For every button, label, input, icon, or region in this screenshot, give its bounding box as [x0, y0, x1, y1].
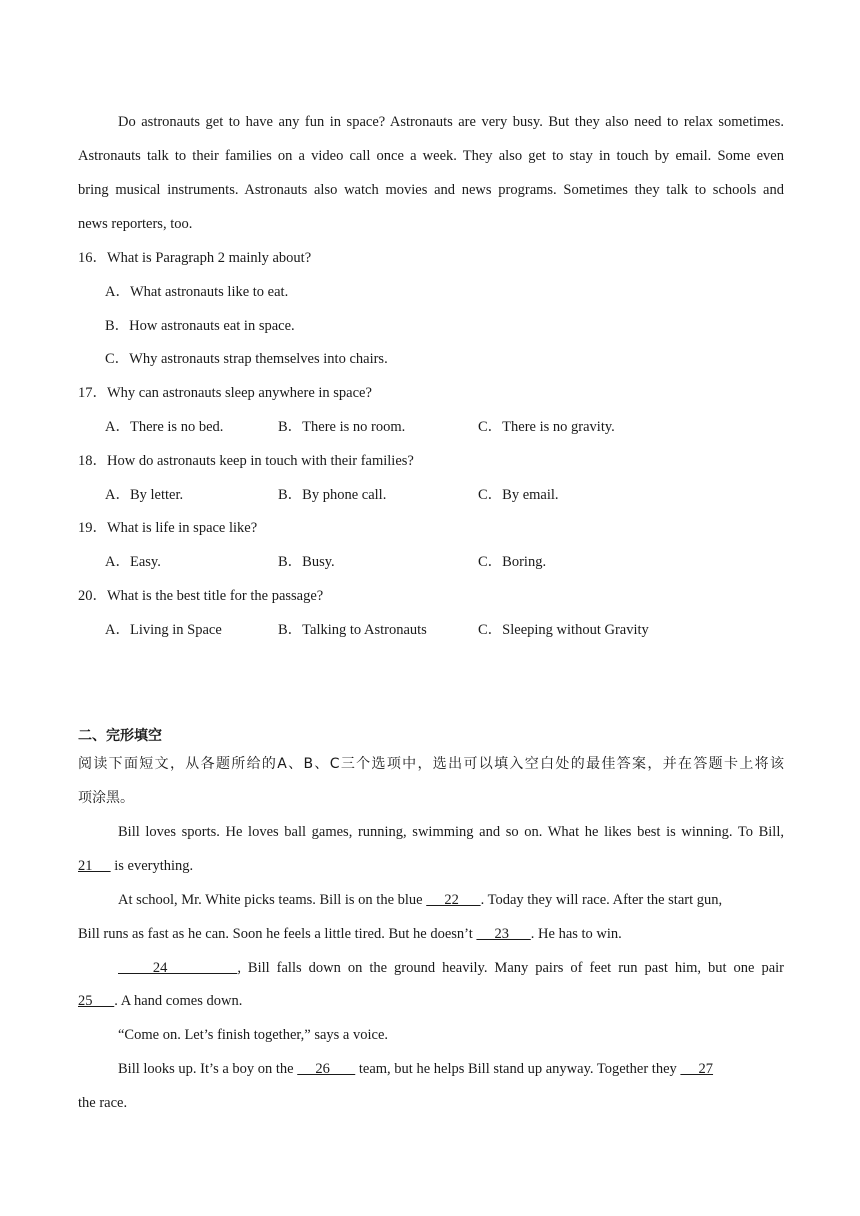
cloze-text: team, but he helps Bill stand up anyway. Together they — [355, 1061, 681, 1077]
blank-21: 21 — [78, 858, 111, 874]
question-20-option-c: C．Sleeping without Gravity — [478, 622, 649, 638]
question-19-option-c: C．Boring. — [478, 554, 547, 570]
question-18-option-c: C．By email. — [478, 487, 559, 503]
question-20-option-b: B．Talking to Astronauts — [278, 622, 427, 638]
cloze-text: Bill looks up. It’s a boy on the — [118, 1061, 298, 1077]
cloze-instruction-line-1: 阅读下面短文，从各题所给的A、B、C三个选项中，选出可以填入空白处的最佳答案，并在答题卡上将该 — [78, 756, 784, 772]
blank-25: 25 — [78, 993, 115, 1009]
question-16: 16．What is Paragraph 2 mainly about? — [78, 250, 312, 266]
cloze-line-7: “Come on. Let’s finish together,” says a voice. — [118, 1027, 389, 1043]
reading-paragraph-line-2: Astronauts talk to their families on a video call once a week. They also get to stay in touch by email. Some even — [78, 148, 784, 164]
cloze-line-6 — [78, 991, 784, 1011]
question-17: 17．Why can astronauts sleep anywhere in space? — [78, 385, 372, 401]
cloze-text: At school, Mr. White picks teams. Bill is on the blue — [118, 892, 427, 908]
cloze-line-5 — [118, 958, 784, 978]
reading-paragraph-line-4: news reporters, too. — [78, 216, 193, 232]
reading-paragraph-line-3: bring musical instruments. Astronauts also watch movies and news programs. Sometimes they talk to schools and — [78, 182, 784, 198]
question-17-option-c: C．There is no gravity. — [478, 419, 615, 435]
cloze-line-9: the race. — [78, 1095, 128, 1111]
cloze-line-4 — [78, 924, 784, 944]
blank-24: 24 — [118, 960, 238, 976]
question-19-option-b: B．Busy. — [278, 554, 335, 570]
blank-23: 23 — [476, 926, 531, 942]
question-18-option-b: B．By phone call. — [278, 487, 387, 503]
cloze-text: . A hand comes down. — [114, 993, 243, 1009]
question-17-option-b: B．There is no room. — [278, 419, 406, 435]
blank-22: 22 — [426, 892, 481, 908]
question-16-option-c: C．Why astronauts strap themselves into chairs. — [105, 351, 388, 367]
cloze-line-8 — [118, 1059, 784, 1079]
question-16-option-a: A．What astronauts like to eat. — [105, 284, 289, 300]
cloze-text: Bill runs as fast as he can. Soon he feels a little tired. But he doesn’t — [78, 926, 477, 942]
reading-paragraph-line-1: Do astronauts get to have any fun in space? Astronauts are very busy. But they also need to relax sometimes. — [118, 114, 784, 130]
question-20: 20．What is the best title for the passage? — [78, 588, 324, 604]
question-18: 18．How do astronauts keep in touch with their families? — [78, 453, 414, 469]
cloze-instruction-line-2: 项涂黑。 — [78, 790, 134, 806]
cloze-line-2 — [78, 856, 784, 876]
question-16-option-b: B．How astronauts eat in space. — [105, 318, 295, 334]
blank-26: 26 — [297, 1061, 356, 1077]
cloze-line-1: Bill loves sports. He loves ball games, running, swimming and so on. What he likes best is winning. To Bill, — [118, 824, 784, 840]
question-18-option-a: A．By letter. — [105, 487, 184, 503]
cloze-text: is everything. — [110, 858, 194, 874]
question-17-option-a: A．There is no bed. — [105, 419, 224, 435]
blank-27: 27 — [680, 1061, 714, 1077]
cloze-line-3 — [118, 890, 784, 910]
cloze-text: , Bill falls down on the ground heavily. Many pairs of feet run past him, but one pair — [237, 960, 785, 976]
question-19-option-a: A．Easy. — [105, 554, 161, 570]
section-heading: 二、完形填空 — [78, 728, 162, 744]
question-19: 19．What is life in space like? — [78, 520, 258, 536]
question-20-option-a: A．Living in Space — [105, 622, 222, 638]
cloze-text: . Today they will race. After the start gun, — [480, 892, 723, 908]
cloze-text: . He has to win. — [530, 926, 622, 942]
